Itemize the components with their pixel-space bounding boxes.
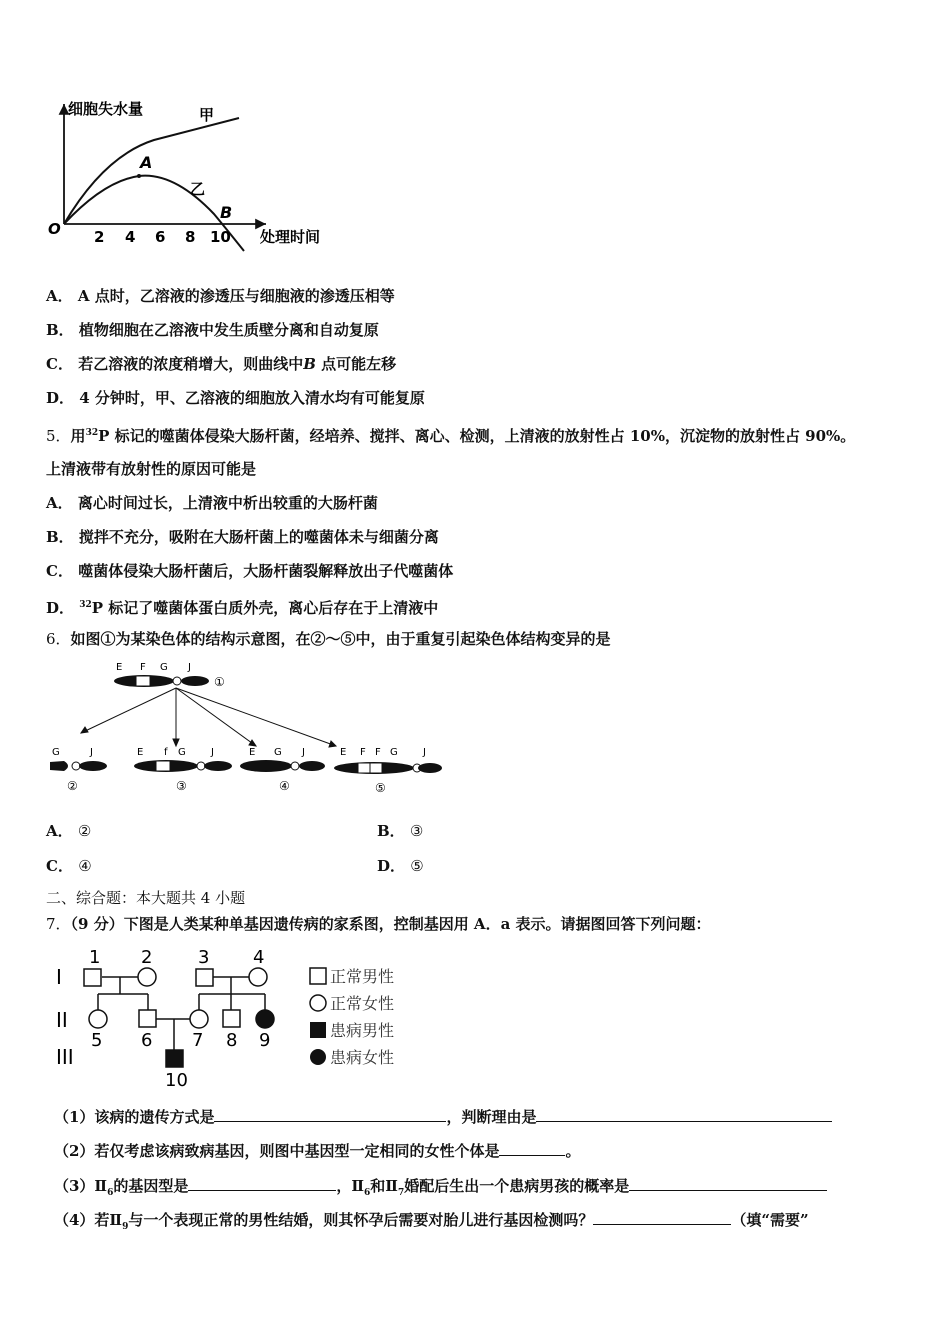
q6-option-a: A． ② [46, 822, 92, 840]
c4-label-g: G [274, 747, 282, 758]
id-6: 6 [141, 1030, 153, 1051]
legend-normal-female-symbol [310, 995, 326, 1011]
q5-stem-line2: 上清液带有放射性的原因可能是 [46, 460, 257, 478]
c3-label-j: J [211, 747, 214, 758]
c2-num: ② [67, 779, 78, 793]
curve-jia-label: 甲 [199, 106, 215, 124]
c5-band-1 [358, 763, 370, 773]
c5-arm-right [418, 763, 442, 773]
id-1: 1 [89, 947, 101, 968]
graph-xlabel: 处理时间 [260, 228, 321, 246]
individual-2 [138, 968, 156, 986]
c3-arm-right [204, 761, 232, 771]
c3-num: ③ [176, 779, 187, 793]
individual-1 [84, 969, 101, 986]
point-a-dot [137, 174, 141, 178]
legend-normal-male: 正常男性 [330, 967, 395, 986]
c1-band [136, 676, 150, 686]
c1-label-j: J [188, 662, 191, 673]
c2-arm-right [79, 761, 107, 771]
c1-arm-right [181, 676, 209, 686]
point-b-label: B [220, 203, 233, 222]
dehydration-graph [44, 96, 344, 256]
q6-stem: 6．如图①为某染色体的结构示意图，在②～⑤中，由于重复引起染色体结构变异的是 [46, 630, 611, 648]
c5-label-j: J [423, 747, 426, 758]
q5-option-a: A． 离心时间过长，上清液中析出较重的大肠杆菌 [46, 494, 378, 512]
legend-affected-female-symbol [310, 1049, 326, 1065]
q5-stem: 5．用$^{32}$P 标记的噬菌体侵染大肠杆菌，经培养、搅拌、离心、检测，上清液的放射性占 10%，沉淀物的放射性占 90%。 [46, 427, 856, 445]
q4-option-a: A． A 点时，乙溶液的渗透压与细胞液的渗透压相等 [46, 287, 395, 305]
c3-label-e: E [137, 747, 144, 758]
q6-option-c: C． ④ [46, 857, 92, 875]
c1-label-e: E [116, 662, 123, 673]
q5-option-d: D． $^{32}$P 标记了噬菌体蛋白质外壳，离心后存在于上清液中 [46, 599, 439, 617]
c1-label-g: G [160, 662, 168, 673]
answer-blank-2[interactable] [536, 1107, 832, 1122]
gen-2-label: II [56, 1008, 68, 1032]
q7-sub4: （4）若$Ⅱ_9$与一个表现正常的男性结婚，则其怀孕后需要对胎儿进行基因检测吗？ （填“需要” [54, 1211, 809, 1232]
id-5: 5 [91, 1030, 103, 1051]
legend-affected-male: 患病男性 [330, 1021, 395, 1040]
q5-option-c: C． 噬菌体侵染大肠杆菌后，大肠杆菌裂解释放出子代噬菌体 [46, 562, 454, 580]
q7-stem: 7．（9 分）下图是人类某种单基因遗传病的家系图，控制基因用 A．a 表示。请据图回答下列问题： [46, 915, 711, 933]
c1-num: ① [214, 675, 225, 689]
c5-label-f1: F [360, 747, 366, 758]
c5-label-e: E [340, 747, 347, 758]
c3-label-g: G [178, 747, 186, 758]
id-7: 7 [192, 1030, 204, 1051]
c4-label-e: E [249, 747, 256, 758]
q7-sub3: $(3)Ⅱ_6$的基因型是 ，$Ⅱ_6$和$Ⅱ_7$婚配后生出一个患病男孩的概率是 [54, 1176, 827, 1203]
id-8: 8 [226, 1030, 238, 1051]
c4-arm-right [299, 761, 325, 771]
graph-ylabel: 细胞失水量 [68, 100, 144, 118]
q4-option-d: D． 4 分钟时，甲、乙溶液的细胞放入清水均有可能复原 [46, 389, 425, 407]
legend-normal-female: 正常女性 [330, 994, 395, 1013]
q5-option-b: B． 搅拌不充分，吸附在大肠杆菌上的噬菌体未与细菌分离 [46, 528, 439, 546]
q7-sub1: （1）该病的遗传方式是 ，判断理由是 [54, 1107, 832, 1127]
c2-label-j: J [90, 747, 93, 758]
gen-1-label: I [56, 965, 62, 989]
c4-centromere [291, 762, 299, 770]
c2-label-g: G [52, 747, 60, 758]
c2-arm-left [50, 761, 68, 771]
individual-7 [190, 1010, 208, 1028]
individual-9 [256, 1010, 274, 1028]
c5-label-f2: F [375, 747, 381, 758]
legend-affected-female: 患病女性 [330, 1048, 395, 1067]
c5-label-g: G [390, 747, 398, 758]
c5-band-2 [370, 763, 382, 773]
c3-band [156, 761, 170, 771]
id-10: 10 [165, 1070, 188, 1091]
tick-6: 6 [155, 228, 166, 246]
q6-option-b: B． ③ [377, 822, 424, 840]
c1-centromere [173, 677, 181, 685]
id-2: 2 [141, 947, 153, 968]
individual-4 [249, 968, 267, 986]
legend-normal-male-symbol [310, 968, 326, 984]
answer-blank-5[interactable] [629, 1176, 827, 1191]
tick-8: 8 [185, 228, 196, 246]
gen-3-label: III [56, 1045, 74, 1069]
legend-affected-male-symbol [310, 1022, 326, 1038]
individual-5 [89, 1010, 107, 1028]
q4-option-b: B． 植物细胞在乙溶液中发生质壁分离和自动复原 [46, 321, 379, 339]
chromosome-figure [46, 658, 446, 798]
answer-blank-3[interactable] [499, 1141, 565, 1156]
id-3: 3 [198, 947, 210, 968]
c4-label-j: J [302, 747, 305, 758]
graph-origin: O [48, 220, 61, 238]
id-4: 4 [253, 947, 265, 968]
q4-option-c: C． 若乙溶液的浓度稍增大，则曲线中B 点可能左移 [46, 355, 397, 373]
c3-label-f: f [164, 747, 168, 758]
answer-blank-4[interactable] [188, 1176, 336, 1191]
c3-centromere [197, 762, 205, 770]
c4-arm-left [240, 760, 292, 772]
q6-option-d: D． ⑤ [377, 857, 424, 875]
id-9: 9 [259, 1030, 271, 1051]
c1-label-f: F [140, 662, 146, 673]
individual-3 [196, 969, 213, 986]
individual-8 [223, 1010, 240, 1027]
c4-num: ④ [279, 779, 290, 793]
c2-centromere [72, 762, 80, 770]
pedigree-chart [46, 944, 426, 1094]
answer-blank-6[interactable] [593, 1210, 731, 1225]
point-a-label: A [140, 153, 153, 172]
c5-num: ⑤ [375, 781, 386, 795]
tick-10: 10 [210, 228, 231, 246]
tick-2: 2 [94, 228, 105, 246]
individual-10 [166, 1050, 183, 1067]
q7-sub2: （2）若仅考虑该病致病基因，则图中基因型一定相同的女性个体是 。 [54, 1142, 581, 1160]
section-2-heading: 二、综合题：本大题共 4 小题 [46, 889, 246, 907]
tick-4: 4 [125, 228, 136, 246]
individual-6 [139, 1010, 156, 1027]
curve-yi-label: 乙 [190, 180, 206, 198]
answer-blank-1[interactable] [214, 1107, 446, 1122]
